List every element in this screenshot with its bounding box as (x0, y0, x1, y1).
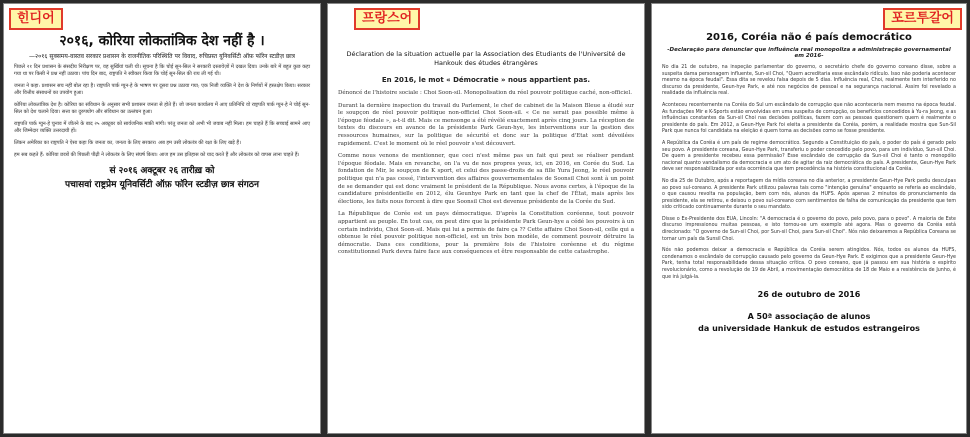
portuguese-statement-panel (651, 3, 967, 434)
hindi-paragraph: जनता ने कहा: प्रशासन सच नहीं बोल रहा है। राष्ट्रपति पार्क ग्युन-हे के भाषण पर दूसरा प्रश्न उठाया गया; एक निजी व्यक्ति ने देश के निर्णयों में हस्तक्षेप किया। सरकार और वित्तीय संसाधनों का उपयोग हुआ। (14, 83, 310, 96)
portuguese-paragraph: A República da Coréia é um país de regime democrático. Segundo a Constituição do país, o poder do país é gerado pelo seu povo. A presidente coreana, Geun-Hye Park, transferiu o poder concedido pelo povo, para um indivíduo, Sun-sil Choi. De quem a presidente recebeu essa permissão? Esse escândalo de corrupção da Sun-sil Choi é tanto o monopólio nacional quanto vandalismo da democracia e um ato de agitar da raiz democrática do país. A presidente, Geun-Hye Park deve ser responsabilizada por esta ocorrência que tem precedência na história constitucional da Coréia. (662, 140, 956, 173)
hindi-paragraph: पिछले २१ दिन प्रशासन के संसदीय निरीक्षण पर, वह सुर्खियां चली थी। सूचना है कि चोई सून-सिल ने सरकारी दस्तावेज़ों में दखल दिया। उनके बारे में बहुत कुछ कहा गया था पर किसी ने प्रश्न नहीं उठाया। पांच दिन बाद, राष्ट्रपति ने स्वीकार किया कि चोई सून-सिल की राय ली गई थी। (14, 64, 310, 77)
portuguese-paragraph: Nós não podemos deixar a democracia e República da Coréia serem atingidos. Nós, todos os alunos da HUFS, condenamos o escândalo de corrupção causado pelo governo da Geun-Hye Park. E exigimos que a presidente Geun-Hye Park, tenha total responsabilidade dessa situação crítica. O povo coreano, que já passou em sua história o espírito revolucionário, como a revolução de 19 de Abril, a movimentação democrática de 18 de Maio e a resistência de Junho, é que irá julgá-la. (662, 248, 956, 280)
portuguese-signature-line-2: da universidade Hankuk de estudos estrangeiros (698, 324, 920, 334)
portuguese-date: 26 de outubro de 2016 (757, 290, 861, 300)
language-tag-hindi: 힌디어 (9, 8, 63, 30)
portuguese-paragraph: No dia 21 de outubro, na inspeção parlamentar do governo, o secretário chefe do governo coreano disse, sobre a suspeita dama personagem influente, Sun-sil Choi, "Quem acreditaria esse escândalo ridículo. Isso não poderia acontecer mesmo na época feudal". Essa dita se revelou falsa depois de 5 dias. Influência real, Choi, realmente tem interferido no discurso da presidente, Geun-hye Park, e até nos negócios de pessoal e na segurança nacional. Assim foi revelado a realidade da influência real. (662, 65, 956, 97)
hindi-paragraph: कोरिया लोकतांत्रिक देश है। कोरिया का संविधान के अनुसार सभी प्रशासन जनता से होते हैं। जो जनता कार्यालय में आए प्रतिनिधि वो राष्ट्रपति पार्क ग्युन-हे ने चोई सून-सिल को देश चलाने दिया। सत्ता का दुरुपयोग और संविधान का उल्लंघन हुआ। (14, 102, 310, 115)
hindi-statement-panel (3, 3, 321, 434)
portuguese-subtitle: -Declaração para denunciar que influência real monopoliza a administração governamental em 2016- (667, 47, 951, 59)
language-tag-portuguese: 포르투갈어 (883, 8, 962, 30)
french-paragraph: Durant la dernière inspection du travail du Parlement, le chef de cabinet de la Maison Bleue a éludé sur le soupçon de réel pouvoir politique non-officiel Choi Soon-sil. « Ce ne serait pas possible même à l'époque féodale », a-t-il dit. Mais ce mensonge a été révélé exactement après cinq jours. La réception de textes du discours en avance de la présidente Park Geun-hye, les interventions sur la gestion des ressources humaines, sur la politique de sécurité et donc sur la politique d'Etat sont dévoilées rapidement. C'est le moment où le réel pouvoir s'est découvert. (338, 102, 634, 147)
portuguese-paragraph: Aconteceu recentemente na Coréia do Sul um escândalo de corrupção que não aconteceria nem mesmo na época feudal. As fundações Mir e K-Sports estão envolvidas em uma suspeita de corrupção, os benefícios concedidos à Yu-ra Jeong, e as influências constantes da Sun-sil Choi nas decisões políticas, fazem com as pessoas questionem quem é realmente o presidente do país. Em 2012, a Geun-Hye Park foi eleita a presidente da Coréia, porém, a realidade mostra que Sun-Sil Park que nunca foi candidata na eleição é quem toma as decisões como se fosse presidente. (662, 102, 956, 135)
language-tag-french: 프랑스어 (354, 8, 420, 30)
hindi-signature-org: पचासवां राष्ट्रप्रेम यूनिवर्सिटी ऑफ़ फॉरेन स्टडीज़ छात्र संगठन (64, 180, 260, 190)
french-title: Déclaration de la situation actuelle par la Association des Etudiants de l'Université de Hankouk des études étrangères (346, 50, 626, 67)
hindi-paragraph: हम सब कहते हैं: कोरिया छात्रों की पिछली पीढ़ी ने लोकतंत्र के लिए संघर्ष किया। आज हम उस इतिहास को याद करते हैं और लोकतंत्र को वापस लाना चाहते हैं। (14, 152, 300, 158)
hindi-title: २०१६, कोरिया लोकतांत्रिक देश नहीं है । (59, 33, 265, 49)
french-subtitle: En 2016, le mot « Démocratie » nous appartient pas. (381, 76, 591, 84)
hindi-paragraph: राष्ट्रपति पार्क ग्युन-हे चुनाव में जीतने के बाद २५ अक्टूबर को सार्वजनिक माफ़ी मांगी। परंतु जनता को अभी भी जवाब नहीं मिला। हम चाहते हैं कि सच्चाई सामने आए और जिम्मेदार व्यक्ति उत्तरदायी हों। (14, 121, 310, 134)
french-statement-panel (327, 3, 645, 434)
portuguese-signature-line-1: A 50ª associação de alunos (747, 312, 871, 322)
portuguese-paragraph: No dia 25 de Outubro, após a reportagem da mídia coreana no dia anterior, a presidente Geun-Hye Park pediu desculpas ao povo sul-coreano. A presidente Park utilizou palavras tais como "intenção genuína" enquanto se referia ao escândalo, o que causou revolta na população, bem com nós, alunos da HUFS. Após apenas 2 minutos do pronunciamento da presidente, ela se retirou, e deixou o povo sul-coreano com sentimentos de falha de comunicação da presidente que tem sido criticado continuamente durante o seu mandato. (662, 178, 956, 211)
french-paragraph: La République de Corée est un pays démocratique. D'après la Constitution coréenne, tout pouvoir appartient au peuple. En tout cas, on peut dire que la présidente Park Geun-hye a cédé les pouvoirs à un certain individu, Choi Soon-sil. Mais qui lui a permis de faire ça ?? Cette affaire Choi Soon-sil, celle qui a obtenue le réel pouvoir politique non-officiel, est un très bon modèle, de comment pouvoir détruire la démocratie. Dans ces conditions, pour la première fois de l'histoire coréenne et du régime constitutionnel Park devra faire face aux conséquences et être responsable de cette catastrophe. (338, 211, 634, 256)
french-paragraph: Dénoncé de l'histoire sociale : Choi Soon-sil. Monopolisation du réel pouvoir politique caché, non-officiel. (338, 90, 632, 96)
hindi-subtitle: —२०१६ सुक्समय-वास्तव सरकार प्रशासन के राजनीतिक परिस्थिति पर विवाद, रुचिप्रस्त यूनिवर्सिटी ऑफ़ फॉरेन स्टडीज़ छात्र (29, 53, 295, 60)
portuguese-paragraph: Disse o Ex-Presidente dos EUA, Lincoln: "A democracia é o governo do povo, pelo povo, para o povo". A maioria de Este discurso impressionou muitas pessoas, e isto tornou-se um exemplo até agora. Mas o governo da Coréia está direcionado: "O governo de Sun-sil Choi, por Sun-sil Choi, para Sun-sil Choi". Nós não deixaremos a República Coreana se tornar um país da Sunsil Choi. (662, 216, 956, 242)
hindi-signature-date: सं २०१६ अक्टूबर २६ तारीख़ को (109, 166, 215, 176)
hindi-paragraph: लिंकन अमेरिका का राष्ट्रपति ने ऐसा कहा कि जनता का, जनता के लिए सरकार। अब हम उसी लोकतंत्र की रक्षा के लिए खड़े हैं। (14, 140, 241, 146)
french-paragraph: Comme nous venons de mentionner, que ceci n'est même pas un fait qui peut se réaliser pendant l'époque féodale. Mais en revanche, on l'a vu de nos propres yeux, ici, en 2016, en Corée du Sud. La fondation de Mir, le soupçon de K sport, et celui des passe-droits de sa fille Yura Jeong, le réel pouvoir politique qui n'a pas cessé, l'intervention des affaires gouvernementales de Soonsil Choi sont à un point de se demander qui est donc vraiment le président de la République. Nous avons certes, à l'époque de la candidature présidentielle en 2012, élu Geunhye Park en tant que la chef de l'État, mais après les élections, les faits nous forcent à dire que Soonsil Choi est devenue présidente de la Corée du Sud. (338, 153, 634, 205)
portuguese-title: 2016, Coréia não é país democrático (706, 32, 912, 43)
